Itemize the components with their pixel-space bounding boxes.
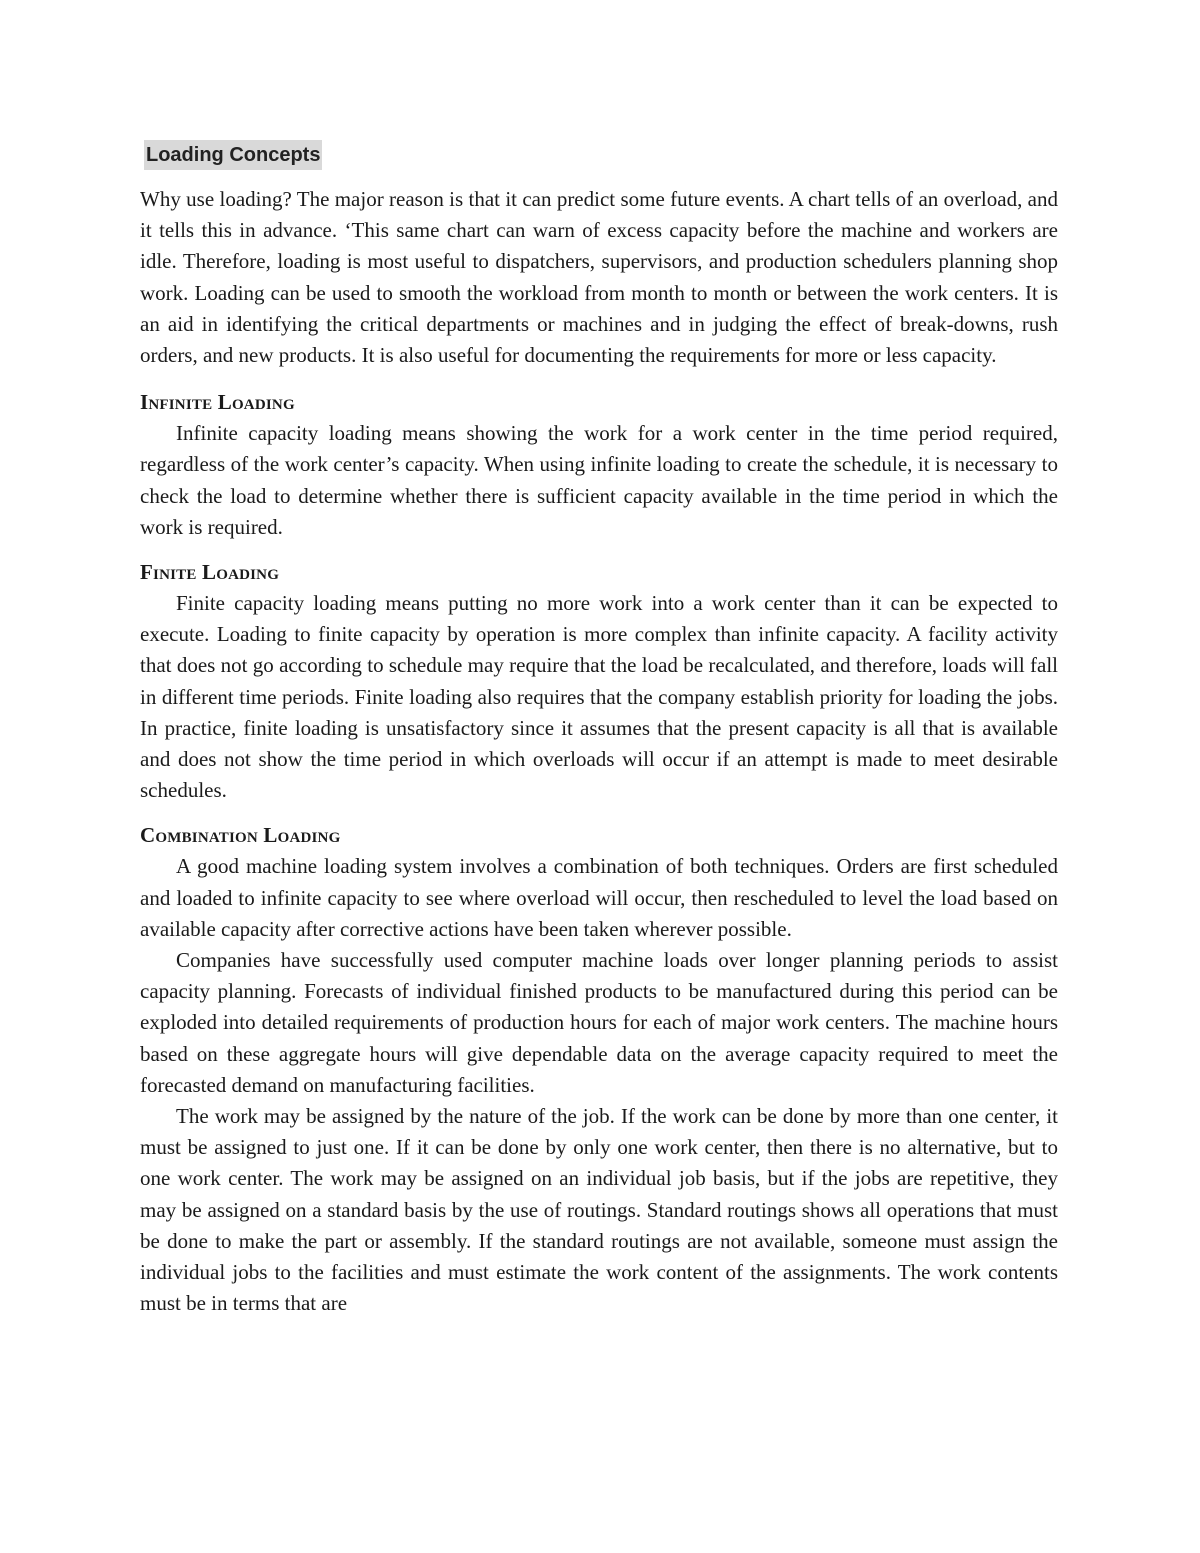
section-heading-finite-loading: Finite Loading [140,560,280,585]
combination-loading-paragraph-3: The work may be assigned by the nature of the job. If the work can be done by more than one center, it must be assigned to just one. If it can be done by only one work center, then there is no alternative, but to one work center. The work may be assigned on an individual job basis, but if the jobs are repetitive, they may be assigned on a standard basis by the use of routings. Standard routings shows all operations that must be done to make the part or assembly. If the standard routings are not available, someone must assign the individual jobs to the facilities and must estimate the work content of the assignments. The work contents must be in terms that are [140,1104,1058,1316]
section-heading-combination-loading: Combination Loading [140,823,341,848]
intro-paragraph: Why use loading? The major reason is that it can predict some future events. A chart tells of an overload, and it tells this in advance. ‘This same chart can warn of excess capacity before the machine and workers are idle. Therefore, loading is most useful to dispatchers, supervisors, and production schedulers planning shop work. Loading can be used to smooth the workload from month to month or between the work centers. It is an aid in identifying the critical departments or machines and in judging the effect of break-downs, rush orders, and new products. It is also useful for documenting the requirements for more or less capacity. [140,187,1058,368]
title-block [144,140,1058,170]
combination-loading-paragraph-1: A good machine loading system involves a combination of both techniques. Orders are first scheduled and loaded to infinite capacity to see where overload will occur, then rescheduled to level the load based on available capacity after corrective actions have been taken wherever possible. [140,854,1058,941]
infinite-loading-paragraph: Infinite capacity loading means showing the work for a work center in the time period required, regardless of the work center’s capacity. When using infinite loading to create the schedule, it is necessary to check the load to determine whether there is sufficient capacity available in the time period in which the work is required. [140,421,1058,539]
section-heading-infinite-loading: Infinite Loading [140,390,295,415]
finite-loading-paragraph: Finite capacity loading means putting no more work into a work center than it can be expected to execute. Loading to finite capacity by operation is more complex than infinite capacity. A facility activity that does not go according to schedule may require that the load be recalculated, and therefore, loads will fall in different time periods. Finite loading also requires that the company establish priority for loading the jobs. In practice, finite loading is unsatisfactory since it assumes that the present capacity is all that is available and does not show the time period in which overloads will occur if an attempt is made to meet desirable schedules. [140,591,1058,803]
document-page [140,140,1058,1320]
document-title: Loading Concepts [144,140,322,170]
combination-loading-paragraph-2: Companies have successfully used computer machine loads over longer planning periods to assist capacity planning. Forecasts of individual finished products to be manufactured during this period can be exploded into detailed requirements of production hours for each of major work centers. The machine hours based on these aggregate hours will give dependable data on the average capacity required to meet the forecasted demand on manufacturing facilities. [140,948,1058,1097]
